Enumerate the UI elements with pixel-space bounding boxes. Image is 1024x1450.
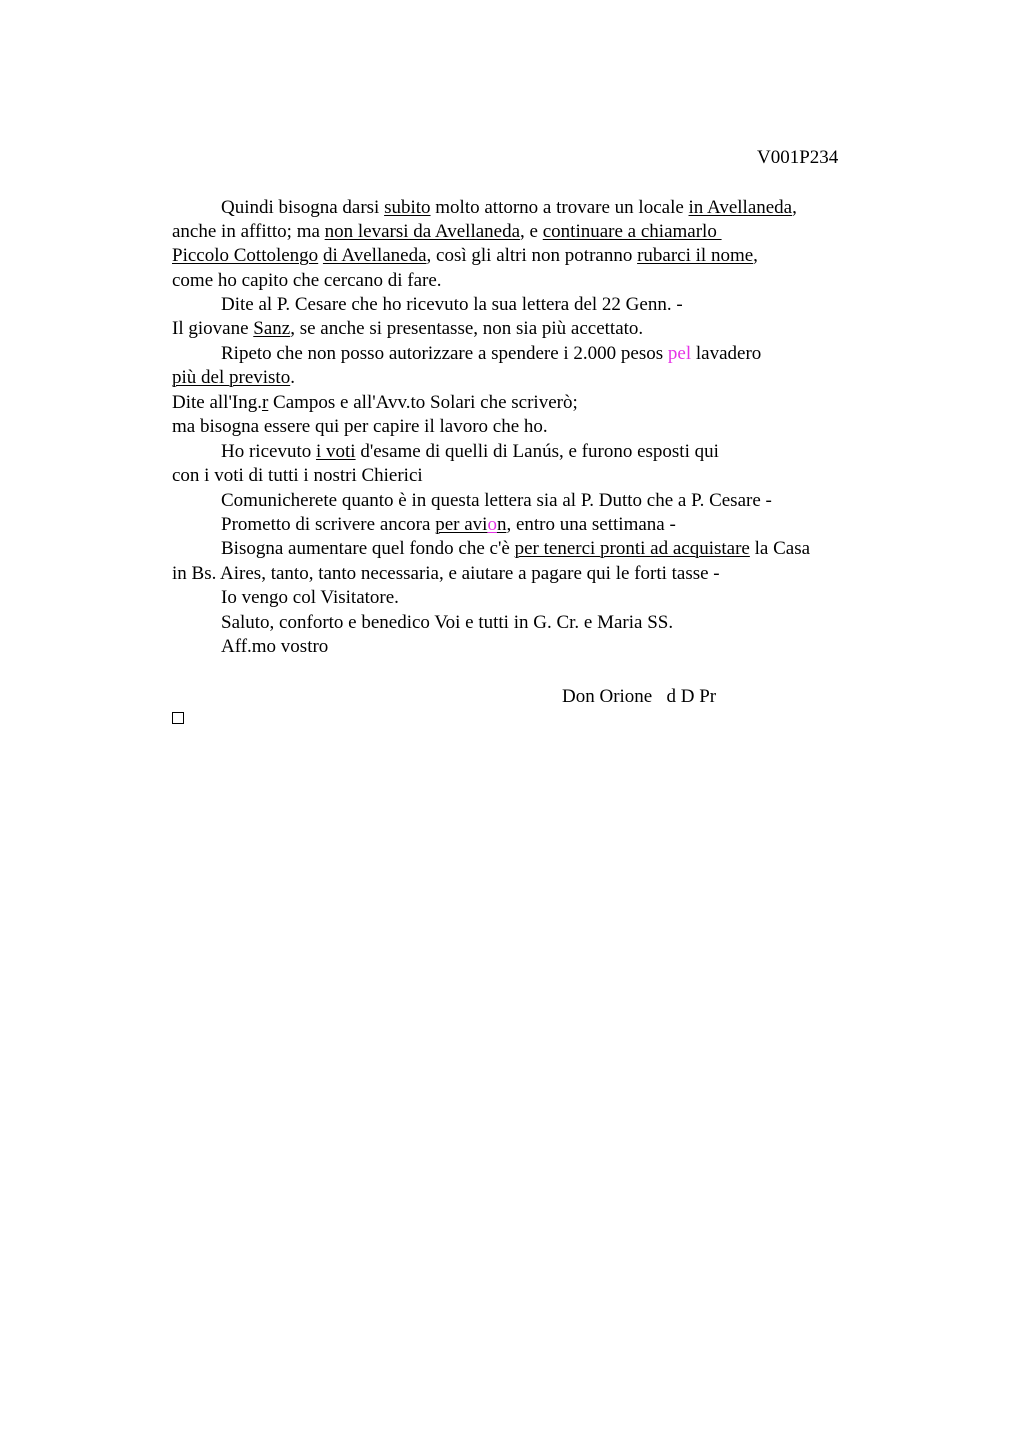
text-line: in Bs. Aires, tanto, tanto necessaria, e aiutare a pagare qui le forti tasse - [172,563,720,584]
text: Dite all'Ing. [172,392,262,413]
text: lavadero [691,343,762,364]
text-line: Io vengo col Visitatore. [221,587,399,608]
text: Ripeto che non posso autorizzare a spendere i 2.000 pesos [221,343,668,364]
underlined-text: per avi [435,514,488,535]
text-line: Saluto, conforto e benedico Voi e tutti in G. Cr. e Maria SS. [221,612,674,633]
text-line: Dite al P. Cesare che ho ricevuto la sua lettera del 22 Genn. - [221,294,683,315]
text-line [172,244,758,268]
text-line: Comunicherete quanto è in questa lettera sia al P. Dutto che a P. Cesare - [221,490,772,511]
text: , entro una settimana - [506,514,676,535]
text: , se anche si presentasse, non sia più accettato. [290,318,644,339]
underlined-text: Piccolo Cottolengo [172,245,319,266]
text: anche in affitto; ma [172,221,325,242]
signature: Don Orione d D Pr [562,686,717,707]
text: , [792,197,797,218]
text-line: con i voti di tutti i nostri Chierici [172,465,423,486]
text-line [221,537,810,561]
text-line [221,196,797,220]
text: , così gli altri non potranno [426,245,638,266]
text-line [172,391,578,415]
text: . [290,367,295,388]
underlined-text: di Avellaneda [322,245,427,266]
text-line: come ho capito che cercano di fare. [172,270,442,291]
text-line: ma bisogna essere qui per capire il lavoro che ho. [172,416,548,437]
text: , [753,245,758,266]
highlighted-text: o [487,514,497,535]
underlined-text: r [261,392,269,413]
underlined-text: i voti [315,441,356,462]
underlined-text: più del previsto [172,367,291,388]
underlined-text: rubarci il nome [637,245,754,266]
underlined-text: Sanz [253,318,291,339]
text-line [172,317,643,341]
underlined-text: non levarsi da Avellaneda [324,221,521,242]
text-line: Aff.mo vostro [221,636,329,657]
text: Bisogna aumentare quel fondo che c'è [221,538,515,559]
text: molto attorno a trovare un locale [430,197,689,218]
text: Prometto di scrivere ancora [221,514,436,535]
text: Quindi bisogna darsi [221,197,385,218]
text: d'esame di quelli di Lanús, e furono esposti qui [355,441,719,462]
underlined-text: in Avellaneda [688,197,793,218]
text-line [172,366,295,390]
underlined-text: subito [384,197,431,218]
text-line [221,342,761,366]
text: la Casa [749,538,811,559]
text: , e [520,221,543,242]
underlined-text: continuare a chiamarlo [542,221,722,242]
page-id: V001P234 [757,147,839,168]
underlined-text: per tenerci pronti ad acquistare [514,538,750,559]
text-line [221,513,676,537]
text: Il giovane [172,318,254,339]
text: Campos e all'Avv.to Solari che scriverò; [268,392,578,413]
checkbox-square-icon [172,712,184,724]
text-line [221,440,719,464]
text-line [172,220,722,244]
text: Ho ricevuto [221,441,316,462]
underlined-text: n [496,514,507,535]
highlighted-text: pel [667,343,692,364]
